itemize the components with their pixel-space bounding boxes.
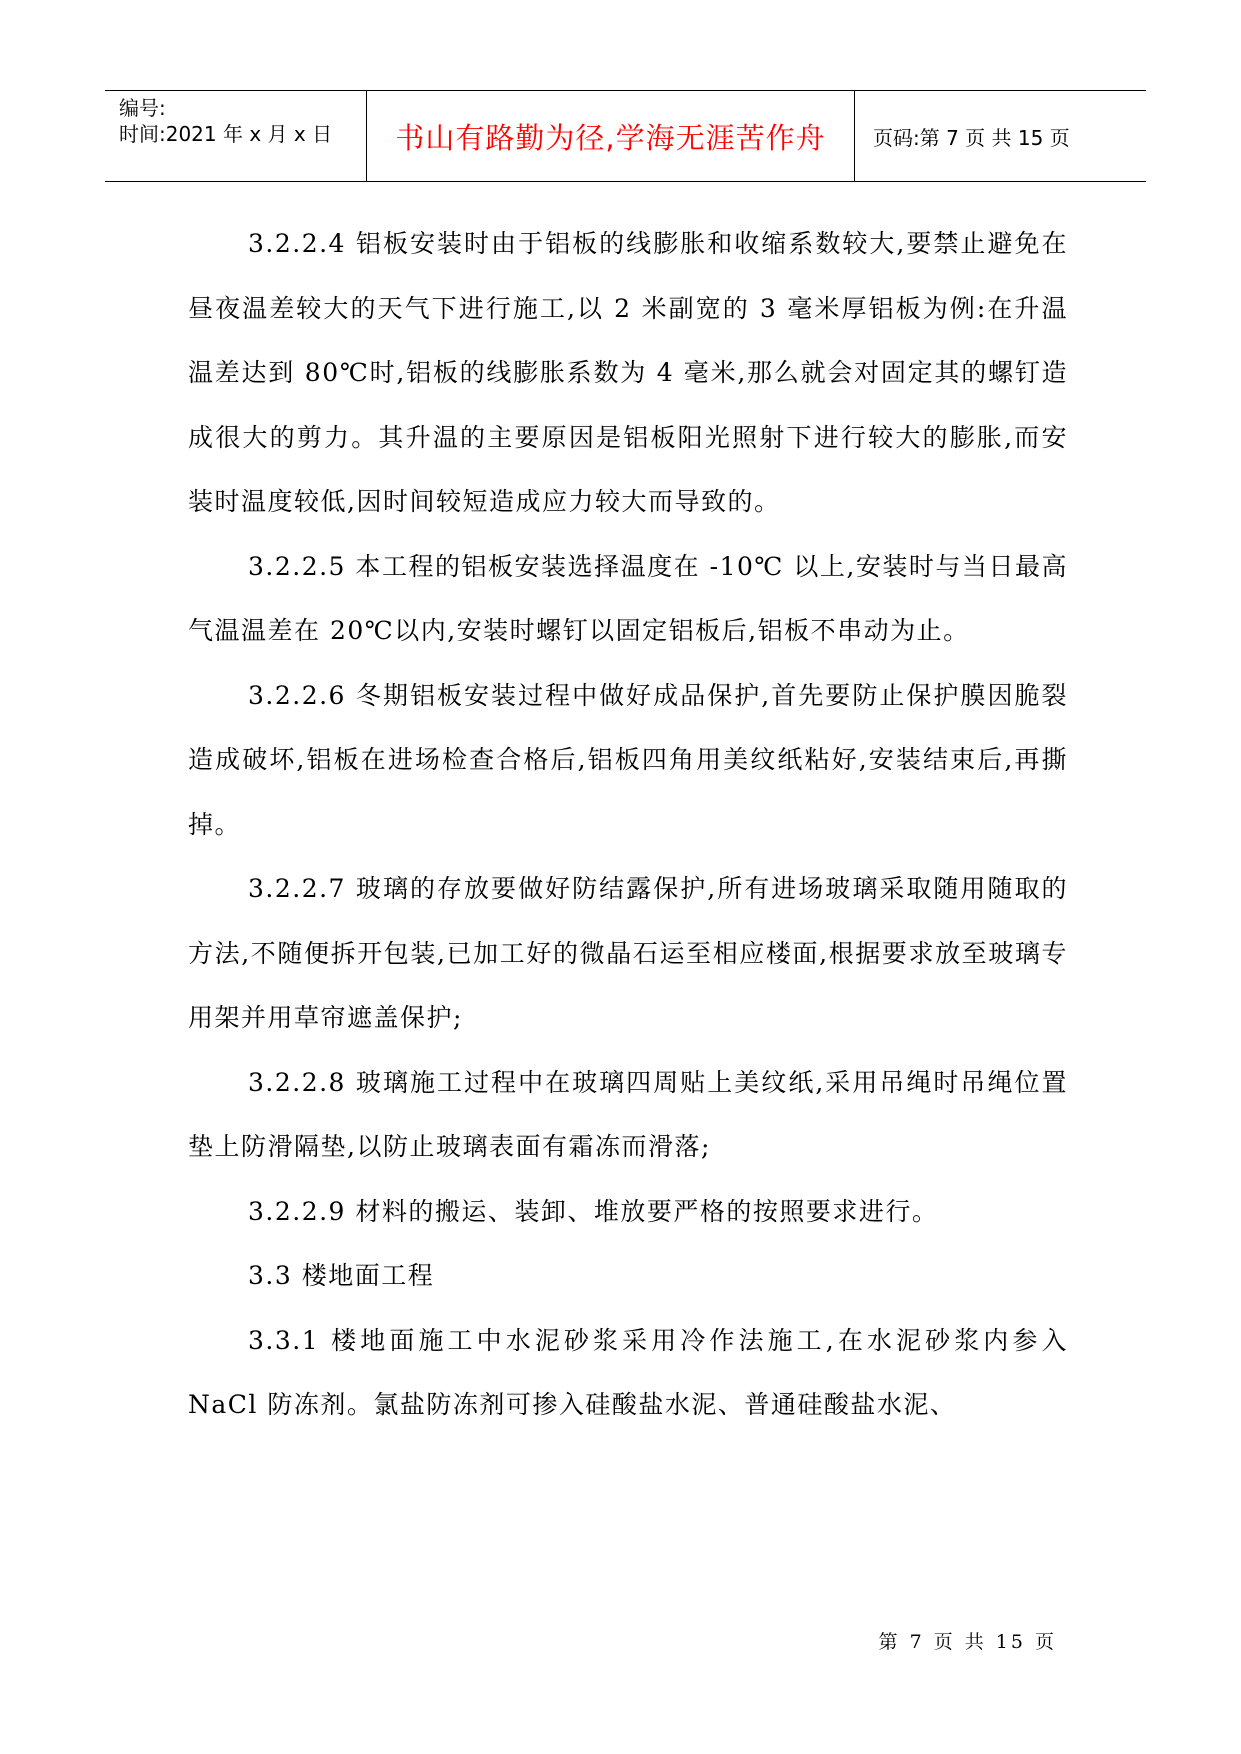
document-body xyxy=(188,212,1068,1438)
paragraph-3-2-2-5: 3.2.2.5 本工程的铝板安装选择温度在 -10℃ 以上,安装时与当日最高气温温差在 20℃以内,安装时螺钉以固定铝板后,铝板不串动为止。 xyxy=(188,551,1068,645)
document-time-label: 时间:2021 年 x 月 x 日 xyxy=(119,122,333,146)
section-heading-3-3: 3.3 楼地面工程 xyxy=(248,1261,435,1290)
page-header xyxy=(105,90,1146,182)
header-motto: 书山有路勤为径,学海无涯苦作舟 xyxy=(367,91,855,181)
paragraph-3-2-2-9: 3.2.2.9 材料的搬运、装卸、堆放要严格的按照要求进行。 xyxy=(248,1196,939,1226)
paragraph-3-2-2-6: 3.2.2.6 冬期铝板安装过程中做好成品保护,首先要防止保护膜因脆裂造成破坏,铝板在进场检查合格后,铝板四角用美纹纸粘好,安装结束后,再撕掉。 xyxy=(188,680,1068,839)
document-number-label: 编号: xyxy=(119,96,166,120)
paragraph-3-2-2-8: 3.2.2.8 玻璃施工过程中在玻璃四周贴上美纹纸,采用吊绳时吊绳位置垫上防滑隔垫,以防止玻璃表面有霜冻而滑落; xyxy=(188,1067,1068,1161)
paragraph-3-2-2-4: 3.2.2.4 铝板安装时由于铝板的线膨胀和收缩系数较大,要禁止避免在昼夜温差较大的天气下进行施工,以 2 米副宽的 3 毫米厚铝板为例:在升温温差达到 80℃时,铝板的线膨胀系数为 4 毫米,那么就会对固定其的螺钉造成很大的剪力。其升温的主要原因是铝板阳光照射下进行较大的膨胀,而安装时温度较低,因时间较短造成应力较大而导致的。 xyxy=(188,229,1068,516)
paragraph-3-2-2-7: 3.2.2.7 玻璃的存放要做好防结露保护,所有进场玻璃采取随用随取的方法,不随便拆开包装,已加工好的微晶石运至相应楼面,根据要求放至玻璃专用架并用草帘遮盖保护; xyxy=(188,874,1068,1032)
paragraph-3-3-1: 3.3.1 楼地面施工中水泥砂浆采用冷作法施工,在水泥砂浆内参入 NaCl 防冻剂。氯盐防冻剂可掺入硅酸盐水泥、普通硅酸盐水泥、 xyxy=(188,1325,1068,1419)
header-meta xyxy=(105,91,367,181)
header-page-code: 页码:第 7 页 共 15 页 xyxy=(873,125,1070,150)
page-footer-number: 第 7 页 共 15 页 xyxy=(878,1631,1057,1653)
